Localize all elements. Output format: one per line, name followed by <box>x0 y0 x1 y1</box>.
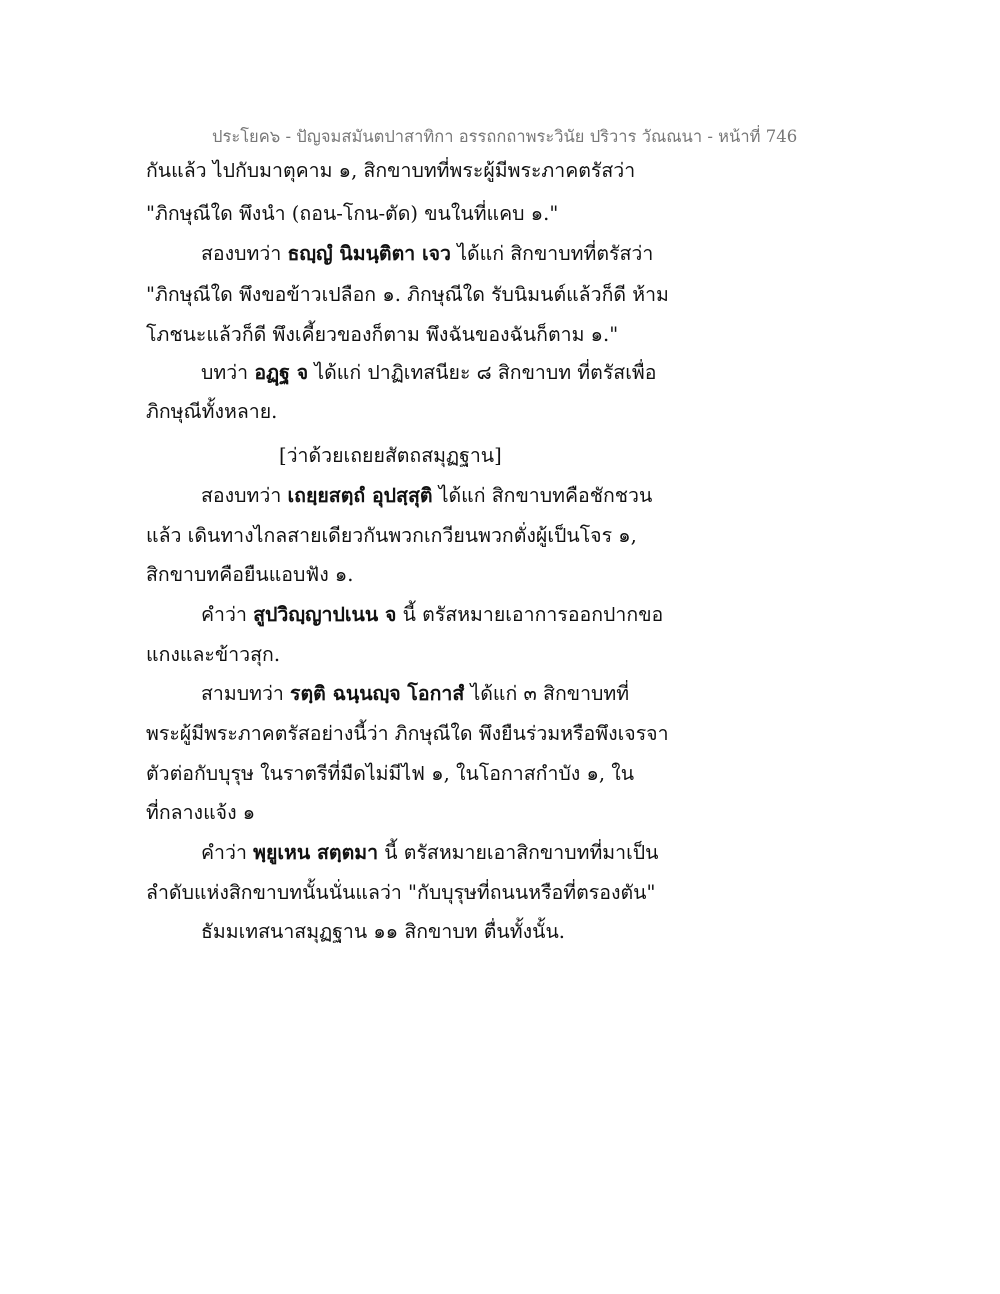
line-text: แล้ว เดินทางไกลสายเดียวกันพวกเกวียนพวกตั่งผู้เป็นโจร ๑, <box>146 524 637 547</box>
heading-text: [ว่าด้วยเถยยสัตถสมุฏฐาน] <box>279 444 502 467</box>
text-line <box>146 200 558 228</box>
text-line <box>146 281 669 309</box>
pali-term: สูปวิญฺญาปเนน จ <box>253 603 397 626</box>
text-line <box>201 482 652 510</box>
line-text: สิกขาบทคือยืนแอบฟัง ๑. <box>146 563 354 586</box>
pali-term: รตฺติ ฉนฺนญฺจ โอกาสํ <box>290 682 465 705</box>
text-line <box>146 321 618 349</box>
line-text: ธัมมเทสนาสมุฏฐาน ๑๑ สิกขาบท ตื่นทั้งนั้น. <box>201 920 565 943</box>
pali-term: ธญฺญํ นิมนฺติตา เจว <box>287 242 452 265</box>
pali-term: พฺยูเหน สตฺตมา <box>253 841 379 864</box>
text-line <box>146 561 354 589</box>
line-text: ได้แก่ สิกขาบทที่ตรัสว่า <box>451 242 654 265</box>
line-text: กันแล้ว ไปกับมาตุคาม ๑, สิกขาบทที่พระผู้มีพระภาคตรัสว่า <box>146 159 636 182</box>
line-text: ที่กลางแจ้ง ๑ <box>146 801 256 824</box>
pali-term: อฏฺฐ จ <box>254 361 309 384</box>
line-text: นี้ ตรัสหมายเอาสิกขาบทที่มาเป็น <box>378 841 659 864</box>
text-line <box>146 398 277 426</box>
text-line <box>146 760 634 788</box>
line-text: "ภิกษุณีใด พึงขอข้าวเปลือก ๑. ภิกษุณีใด รับนิมนต์แล้วก็ดี ห้าม <box>146 283 669 306</box>
text-line <box>201 359 656 387</box>
line-text: คำว่า <box>201 841 254 864</box>
text-line <box>201 839 658 867</box>
line-text: ได้แก่ ๓ สิกขาบทที่ <box>464 682 630 705</box>
line-text: ภิกษุณีทั้งหลาย. <box>146 400 278 423</box>
text-line <box>201 601 663 629</box>
text-line <box>146 522 637 550</box>
line-text: คำว่า <box>201 603 254 626</box>
text-line <box>146 879 655 907</box>
line-text: พระผู้มีพระภาคตรัสอย่างนี้ว่า ภิกษุณีใด พึงยืนร่วมหรือพึงเจรจา <box>146 722 669 745</box>
section-heading <box>279 442 502 470</box>
text-line <box>201 240 653 268</box>
line-text: สองบทว่า <box>201 484 288 507</box>
line-text: สามบทว่า <box>201 682 291 705</box>
text-line <box>201 680 629 708</box>
line-text: ลำดับแห่งสิกขาบทนั้นนั่นแลว่า "กับบุรุษที่ถนนหรือที่ตรองตัน" <box>146 881 656 904</box>
line-text: "ภิกษุณีใด พึงนำ (ถอน-โกน-ตัด) ขนในที่แคบ ๑." <box>146 202 559 225</box>
line-text: โภชนะแล้วก็ดี พึงเคี้ยวของก็ตาม พึงฉันของฉันก็ตาม ๑." <box>146 323 619 346</box>
text-line <box>146 799 255 827</box>
line-text: ได้แก่ ปาฏิเทสนียะ ๘ สิกขาบท ที่ตรัสเพื่อ <box>308 361 657 384</box>
text-line <box>146 641 280 669</box>
line-text: แกงและข้าวสุก. <box>146 643 281 666</box>
line-text: ตัวต่อกับบุรุษ ในราตรีที่มืดไม่มีไฟ ๑, ในโอกาสกำบัง ๑, ใน <box>146 762 635 785</box>
pali-term: เถยฺยสตฺถํ อุปสฺสุติ <box>287 484 433 507</box>
text-line <box>146 720 669 748</box>
page-header: ประโยค๖ - ปัญจมสมันตปาสาทิกา อรรถกถาพระวินัย ปริวาร วัณณนา - หน้าที่ 746 <box>212 127 798 146</box>
text-line <box>146 157 635 185</box>
text-line <box>201 918 565 946</box>
line-text: ได้แก่ สิกขาบทคือชักชวน <box>432 484 653 507</box>
line-text: นี้ ตรัสหมายเอาการออกปากขอ <box>396 603 664 626</box>
line-text: สองบทว่า <box>201 242 288 265</box>
line-text: บทว่า <box>201 361 255 384</box>
